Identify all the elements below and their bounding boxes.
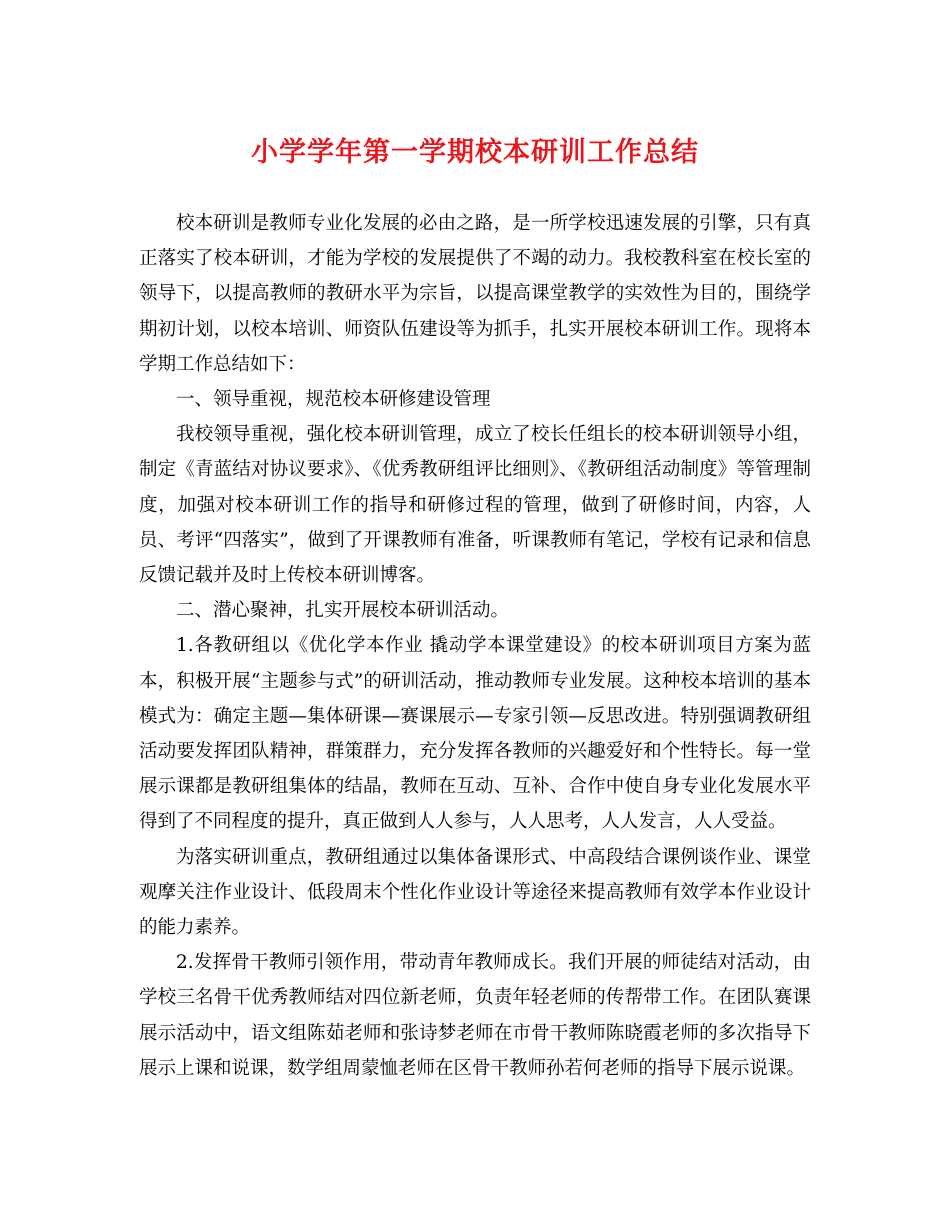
paragraph-item-2: 2.发挥骨干教师引领作用，带动青年教师成长。我们开展的师徒结对活动，由学校三名骨干优秀教师结对四位新老师，负责年轻老师的传帮带工作。在团队赛课展示活动中，语文组陈茹老师和张诗梦老师在市骨干教师陈晓霞老师的多次指导下展示上课和说课，数学组周蒙恤老师在区骨干教师孙若何老师的指导下展示说课。 [139,952,811,1079]
document-title: 小学学年第一学期校本研训工作总结 [251,137,699,168]
paragraph-intro: 校本研训是教师专业化发展的必由之路，是一所学校迅速发展的引擎，只有真正落实了校本研训，才能为学校的发展提供了不竭的动力。我校教科室在校长室的领导下，以提高教师的教研水平为宗旨，以提高课堂教学的实效性为目的，围绕学期初计划，以校本培训、师资队伍建设等为抓手，扎实开展校本研训工作。现将本学期工作总结如下： [139,213,811,375]
section-heading-2: 二、潜心聚神，扎实开展校本研训活动。 [176,600,510,622]
paragraph-section-1: 我校领导重视，强化校本研训管理，成立了校长任组长的校本研训领导小组，制定《青蓝结对协议要求》、《优秀教研组评比细则》、《教研组活动制度》等管理制度，加强对校本研训工作的指导和研修过程的管理，做到了研修时间，内容，人员、考评“四落实”，做到了开课教师有准备，听课教师有笔记，学校有记录和信息反馈记载并及时上传校本研训博客。 [139,424,811,587]
document-body [139,206,811,1086]
paragraph-research-focus: 为落实研训重点，教研组通过以集体备课形式、中高段结合课例谈作业、课堂观摩关注作业设计、低段周末个性化作业设计等途径来提高教师有效学本作业设计的能力素养。 [139,846,811,939]
section-heading-1: 一、领导重视，规范校本研修建设管理 [176,389,491,411]
paragraph-item-1: 1.各教研组以《优化学本作业 撬动学本课堂建设》的校本研训项目方案为蓝本，积极开展“主题参与式”的研训活动，推动教师专业发展。这种校本培训的基本模式为：确定主题—集体研课—赛课展示—专家引领—反思改进。特别强调教研组活动要发挥团队精神，群策群力，充分发挥各教师的兴趣爱好和个性特长。每一堂展示课都是教研组集体的结晶，教师在互动、互补、合作中使自身专业化发展水平得到了不同程度的提升，真正做到人人参与，人人思考，人人发言，人人受益。 [139,635,811,833]
